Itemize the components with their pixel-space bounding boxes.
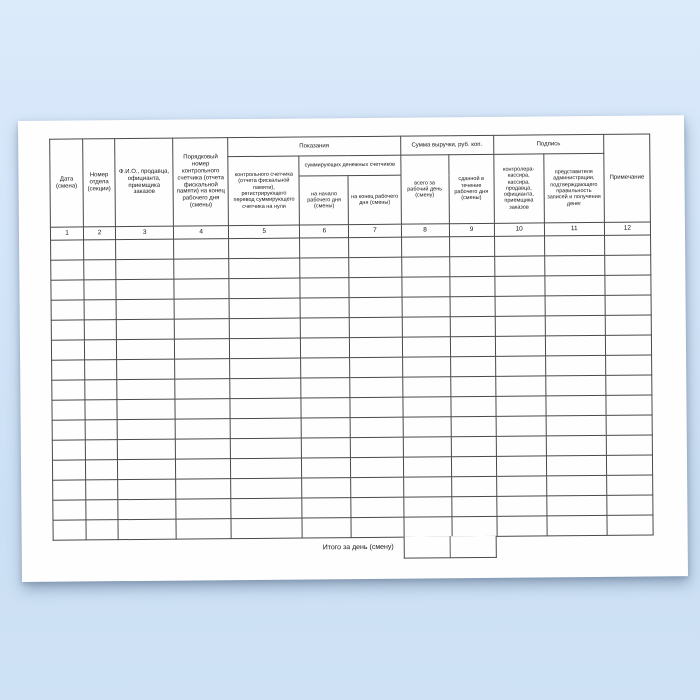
totals-label: Итого за день (смену) (322, 543, 394, 552)
body-cell (116, 299, 174, 320)
body-cell (52, 360, 85, 380)
body-cell (450, 376, 495, 396)
body-cell (301, 318, 350, 338)
group-header-pokazaniya: Показания (228, 136, 400, 157)
body-cell (449, 256, 494, 276)
body-cell (85, 440, 117, 460)
body-cell (52, 440, 85, 460)
body-cell (229, 238, 300, 259)
body-cell (451, 476, 496, 496)
col-num: 1 (50, 227, 83, 240)
body-cell (301, 358, 350, 378)
body-cell (174, 239, 229, 259)
body-cell (231, 498, 302, 519)
col-header-day-start: на начало рабочего дня (смены) (299, 176, 349, 225)
col-num: 2 (83, 227, 115, 240)
body-cell (229, 298, 300, 319)
body-cell (451, 416, 496, 436)
body-cell (175, 419, 230, 439)
body-cell (53, 520, 86, 540)
body-cell (84, 240, 116, 260)
body-cell (496, 396, 546, 416)
body-cell (605, 295, 651, 315)
body-cell (401, 237, 449, 257)
body-cell (547, 515, 607, 536)
body-cell (116, 259, 174, 280)
body-cell (495, 356, 545, 376)
body-cell (175, 399, 230, 419)
group-header-podpis: Подпись (493, 134, 603, 154)
body-cell (117, 399, 175, 420)
body-cell (300, 258, 349, 278)
body-cell (495, 376, 545, 396)
body-cell (349, 277, 401, 297)
body-cell (116, 319, 174, 340)
body-cell (302, 458, 351, 478)
body-cell (350, 397, 402, 417)
body-cell (350, 357, 402, 377)
body-cell (606, 415, 652, 435)
body-rows (51, 235, 654, 540)
body-cell (350, 337, 402, 357)
body-cell (546, 415, 606, 436)
body-cell (495, 276, 545, 296)
body-cell (231, 518, 302, 539)
body-cell (174, 319, 229, 339)
body-cell (174, 259, 229, 279)
body-cell (86, 480, 118, 500)
body-cell (300, 278, 349, 298)
col-num: 4 (174, 226, 229, 239)
body-cell (116, 239, 174, 260)
body-cell (496, 416, 546, 436)
body-cell (174, 279, 229, 299)
body-cell (51, 240, 84, 260)
body-cell (351, 497, 403, 517)
body-cell (495, 336, 545, 356)
body-cell (545, 355, 605, 376)
body-cell (496, 436, 546, 456)
col-num: 6 (300, 225, 349, 238)
body-cell (496, 456, 546, 476)
body-cell (51, 300, 84, 320)
body-cell (402, 337, 450, 357)
body-cell (605, 355, 651, 375)
body-cell (450, 316, 495, 336)
body-cell (451, 396, 496, 416)
body-cell (403, 477, 451, 497)
body-cell (605, 275, 651, 295)
body-cell (606, 435, 652, 455)
col-header-sign-cashier: контролера-кассира, кассира, продавца, официанта, приемщика заказов (493, 154, 544, 223)
body-cell (85, 420, 117, 440)
body-cell (350, 317, 402, 337)
body-cell (606, 375, 652, 395)
body-cell (349, 237, 401, 257)
col-num: 12 (604, 222, 650, 235)
body-cell (116, 279, 174, 300)
col-num: 7 (349, 224, 401, 237)
body-cell (452, 516, 497, 536)
totals-cell-total-day (404, 536, 451, 558)
body-cell (546, 435, 606, 456)
col-header-dept: Номер отдела (секции) (83, 139, 116, 227)
body-cell (402, 377, 450, 397)
body-cell (403, 417, 451, 437)
body-cell (51, 320, 84, 340)
body-cell (118, 519, 176, 540)
body-cell (403, 457, 451, 477)
body-cell (302, 438, 351, 458)
body-cell (451, 496, 496, 516)
body-cell (607, 515, 653, 535)
body-cell (230, 398, 301, 419)
col-num: 3 (116, 226, 174, 240)
body-cell (229, 318, 300, 339)
body-cell (547, 495, 607, 516)
body-cell (52, 380, 85, 400)
col-header-note: Примечание (603, 134, 650, 222)
body-cell (86, 520, 118, 540)
body-cell (52, 420, 85, 440)
body-cell (496, 496, 546, 516)
body-cell (494, 256, 544, 276)
body-cell (230, 418, 301, 439)
body-cell (402, 357, 450, 377)
body-cell (546, 475, 606, 496)
body-cell (85, 380, 117, 400)
body-cell (51, 340, 84, 360)
body-cell (545, 335, 605, 356)
body-cell (175, 379, 230, 399)
body-cell (231, 458, 302, 479)
body-cell (301, 378, 350, 398)
body-cell (449, 276, 494, 296)
col-header-control-counter: контрольного счетчика (отчета фискальной памяти), регистрирующего перевод суммирующего счетчика на нули (228, 156, 300, 226)
body-cell (86, 500, 118, 520)
body-cell (605, 315, 651, 335)
body-cell (230, 358, 301, 379)
body-cell (546, 455, 606, 476)
body-cell (496, 476, 546, 496)
body-cell (84, 340, 116, 360)
body-cell (301, 338, 350, 358)
body-cell (229, 278, 300, 299)
body-cell (51, 260, 84, 280)
body-cell (545, 375, 605, 396)
body-cell (300, 238, 349, 258)
body-cell (545, 315, 605, 336)
body-cell (52, 400, 85, 420)
body-cell (118, 459, 176, 480)
body-cell (349, 257, 401, 277)
body-cell (118, 499, 176, 520)
body-cell (402, 397, 450, 417)
body-cell (401, 257, 449, 277)
body-cell (117, 339, 175, 360)
body-cell (494, 236, 544, 256)
body-cell (84, 300, 116, 320)
body-cell (606, 475, 652, 495)
body-cell (450, 356, 495, 376)
body-cell (85, 360, 117, 380)
body-cell (52, 460, 85, 480)
body-cell (117, 419, 175, 440)
body-cell (86, 460, 118, 480)
body-cell (84, 260, 116, 280)
body-cell (606, 455, 652, 475)
body-cell (404, 517, 452, 537)
body-cell (351, 517, 403, 537)
body-cell (351, 417, 403, 437)
body-cell (53, 480, 86, 500)
body-cell (450, 296, 495, 316)
body-cell (544, 255, 604, 276)
body-cell (351, 457, 403, 477)
body-cell (607, 495, 653, 515)
body-cell (300, 298, 349, 318)
body-cell (84, 320, 116, 340)
body-cell (301, 418, 350, 438)
body-cell (451, 436, 496, 456)
col-num: 9 (449, 223, 494, 236)
body-cell (451, 456, 496, 476)
totals-row (53, 536, 497, 562)
body-cell (174, 299, 229, 319)
col-header-total-day: всего за рабочий день (смену) (400, 155, 449, 224)
body-cell (495, 316, 545, 336)
body-cell (230, 338, 301, 359)
subgroup-header-summing-counters: суммирующих денежных счетчиков (299, 155, 400, 176)
body-cell (350, 297, 402, 317)
body-cell (117, 439, 175, 460)
body-cell (85, 400, 117, 420)
body-cell (51, 280, 84, 300)
body-cell (231, 478, 302, 499)
body-cell (545, 295, 605, 316)
body-cell (545, 275, 605, 296)
body-cell (605, 255, 651, 275)
body-cell (402, 297, 450, 317)
col-header-date: Дата (смена) (50, 139, 84, 227)
body-cell (302, 518, 351, 538)
body-cell (302, 478, 351, 498)
col-num: 8 (401, 224, 449, 237)
totals-cell-handed-in (451, 536, 497, 558)
body-cell (84, 280, 116, 300)
body-cell (495, 296, 545, 316)
body-cell (403, 497, 451, 517)
col-num: 5 (229, 225, 300, 239)
body-cell (231, 438, 302, 459)
body-cell (450, 336, 495, 356)
body-cell (449, 236, 494, 256)
col-num: 10 (494, 223, 544, 236)
body-cell (176, 459, 231, 479)
body-cell (118, 479, 176, 500)
body-cell (350, 377, 402, 397)
body-cell (176, 499, 231, 519)
body-cell (53, 500, 86, 520)
col-header-fio: Ф.И.О., продавца, официанта, приемщика заказов (115, 138, 174, 227)
body-cell (176, 519, 231, 539)
body-cell (351, 437, 403, 457)
body-cell (175, 339, 230, 359)
body-cell (403, 437, 451, 457)
body-cell (544, 235, 604, 256)
body-cell (401, 277, 449, 297)
body-cell (402, 317, 450, 337)
col-header-day-end: на конец рабочего дня (смены) (348, 175, 401, 224)
body-cell (604, 235, 650, 255)
body-cell (497, 516, 547, 536)
body-cell (117, 359, 175, 380)
body-cell (175, 359, 230, 379)
col-header-counter-number: Порядковый номер контрольного счетчика (отчета фискальной памяти) на конец рабочего дня (смены) (173, 138, 229, 226)
col-header-handed-in: сданной в течение рабочего дня (смены) (448, 154, 494, 223)
body-cell (301, 398, 350, 418)
group-header-summa: Сумма выручки, руб. коп. (400, 135, 493, 155)
body-cell (606, 395, 652, 415)
body-cell (230, 378, 301, 399)
body-cell (351, 477, 403, 497)
body-cell (176, 479, 231, 499)
body-cell (605, 335, 651, 355)
body-cell (546, 395, 606, 416)
col-header-sign-admin: представителя администрации, подтверждающего правильность записей и получения денег (544, 153, 605, 223)
body-cell (229, 258, 300, 279)
body-cell (117, 379, 175, 400)
header-rows (50, 134, 651, 240)
paper-sheet (18, 115, 688, 582)
col-num: 11 (544, 222, 604, 236)
body-cell (302, 498, 351, 518)
body-cell (175, 439, 230, 459)
journal-form-table (49, 133, 653, 540)
